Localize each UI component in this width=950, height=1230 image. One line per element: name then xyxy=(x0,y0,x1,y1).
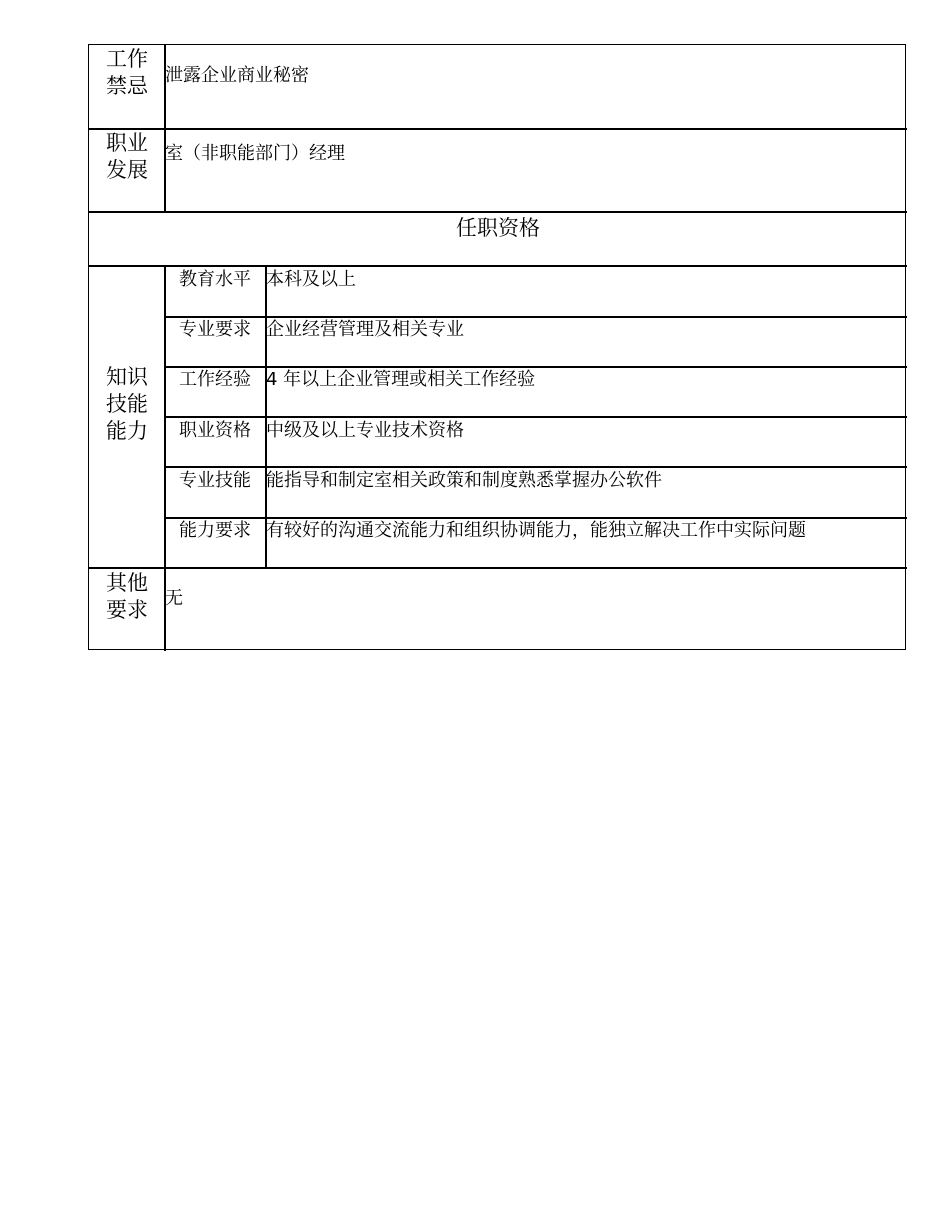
row-divider xyxy=(89,128,907,130)
row-divider xyxy=(165,416,907,418)
row-divider xyxy=(89,567,907,569)
row-divider xyxy=(165,366,907,368)
qualification-section-title: 任职资格 xyxy=(456,216,540,240)
major-label: 专业要求 xyxy=(179,319,251,340)
row-divider xyxy=(89,265,907,267)
row-divider xyxy=(165,517,907,519)
professional-skills-value: 能指导和制定室相关政策和制度熟悉掌握办公软件 xyxy=(266,470,662,491)
other-requirements-label: 其他 要求 xyxy=(106,571,148,622)
taboo-value: 泄露企业商业秘密 xyxy=(165,65,309,86)
professional-skills-label: 专业技能 xyxy=(179,470,251,491)
ability-label: 能力要求 xyxy=(179,520,251,541)
row-divider xyxy=(89,211,907,213)
job-qualification-table xyxy=(88,44,906,650)
knowledge-skills-label: 知识 技能 能力 xyxy=(106,365,148,443)
row-divider xyxy=(165,466,907,468)
career-label: 职业 发展 xyxy=(106,131,148,182)
other-requirements-value: 无 xyxy=(165,588,183,609)
major-value: 企业经营管理及相关专业 xyxy=(266,319,464,340)
row-divider xyxy=(165,316,907,318)
taboo-label: 工作 禁忌 xyxy=(106,47,148,98)
ability-value: 有较好的沟通交流能力和组织协调能力，能独立解决工作中实际问题 xyxy=(266,520,806,541)
experience-label: 工作经验 xyxy=(179,369,251,390)
certification-value: 中级及以上专业技术资格 xyxy=(266,420,464,441)
experience-value: 4 年以上企业管理或相关工作经验 xyxy=(266,369,536,390)
career-value: 室（非职能部门）经理 xyxy=(165,143,345,164)
education-label: 教育水平 xyxy=(179,269,251,290)
education-value: 本科及以上 xyxy=(266,269,356,290)
certification-label: 职业资格 xyxy=(179,420,251,441)
